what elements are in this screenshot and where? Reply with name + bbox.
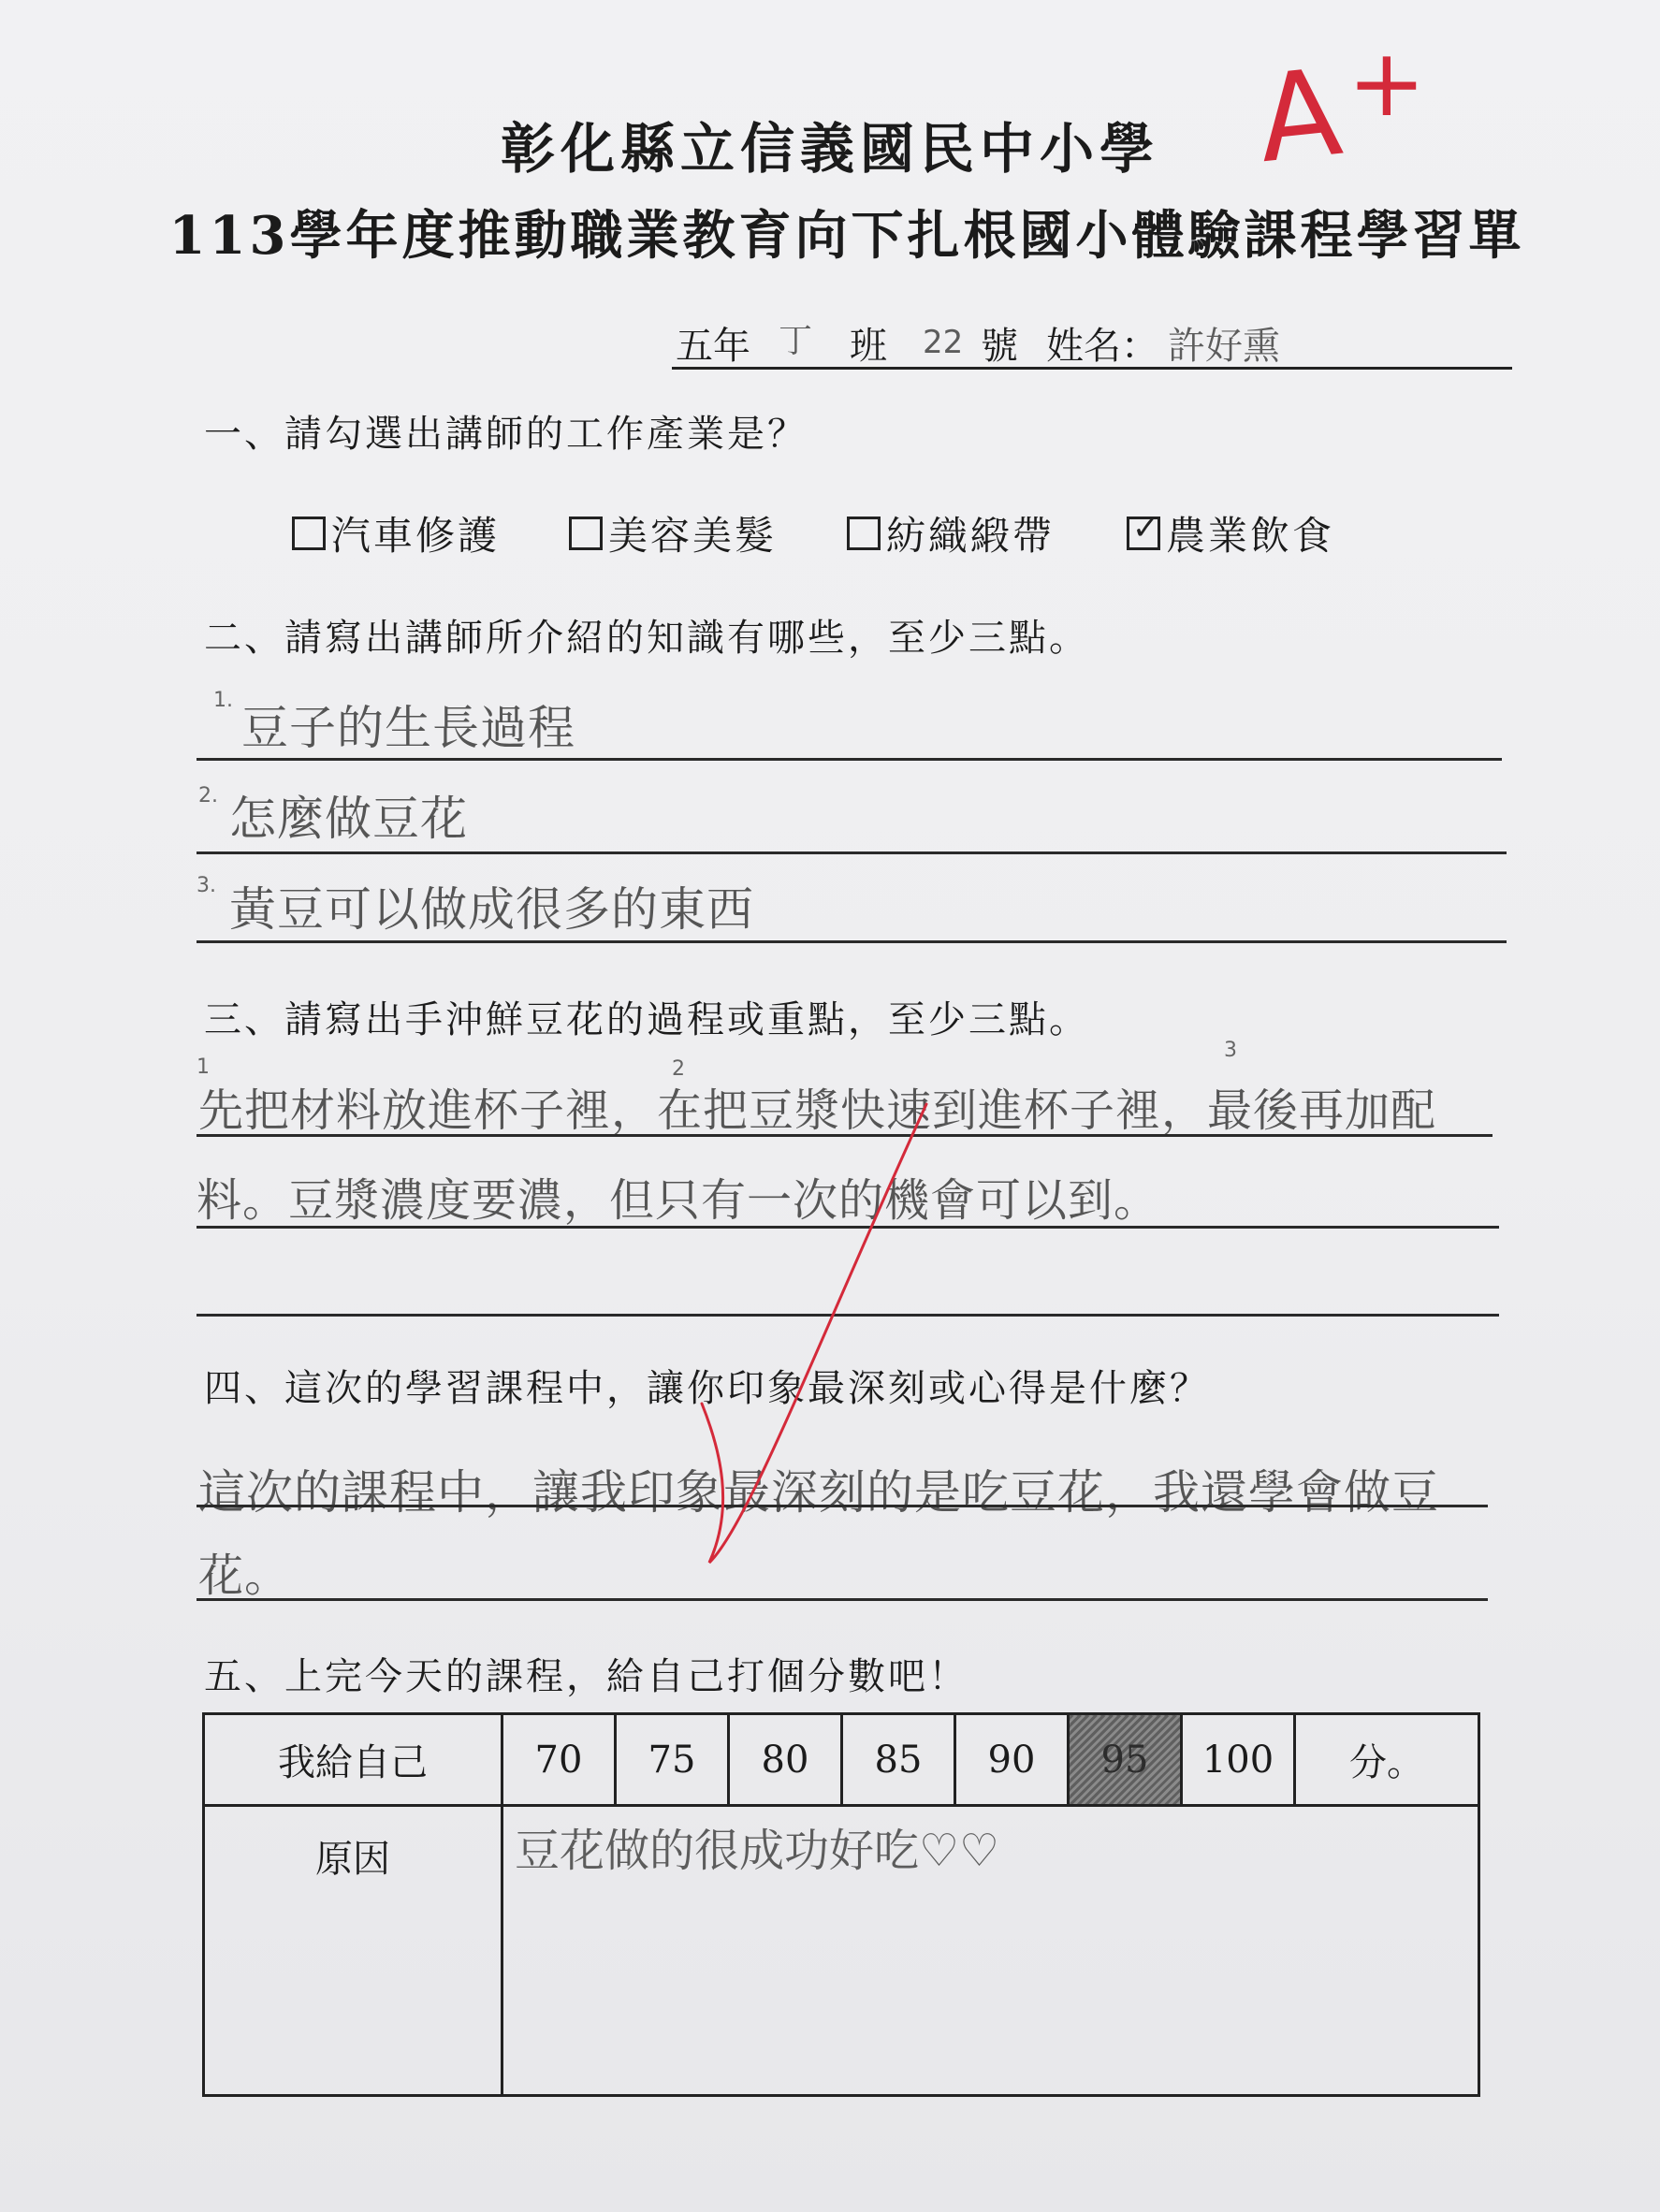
question-5: 五、上完今天的課程，給自己打個分數吧！	[204, 1655, 968, 1698]
q2-answer-1: 豆子的生長過程	[241, 701, 575, 755]
point-number: 1	[197, 1055, 210, 1079]
score-option[interactable]: 90	[955, 1714, 1069, 1806]
option-label: 紡織緞帶	[886, 513, 1056, 559]
answer-number: 1.	[213, 689, 233, 712]
answer-number: 3.	[197, 874, 216, 897]
option-textile[interactable]	[847, 505, 1055, 561]
point-number: 2	[672, 1057, 685, 1081]
option-agriculture[interactable]	[1127, 505, 1334, 561]
score-option-selected[interactable]: 95	[1069, 1714, 1182, 1806]
number-value: 22	[923, 324, 964, 361]
question-3: 三、請寫出手沖鮮豆花的過程或重點，至少三點。	[204, 998, 1089, 1041]
option-label: 農業飲食	[1166, 513, 1335, 559]
q3-answer-line-1: 先把材料放進杯子裡，在把豆漿快速到進杯子裡，最後再加配	[198, 1084, 1437, 1137]
question-1: 一、請勾選出講師的工作產業是？	[204, 413, 808, 456]
checkbox-beauty[interactable]	[569, 517, 603, 550]
q4-answer-line-1: 這次的課程中，讓我印象最深刻的是吃豆花，我還學會做豆	[198, 1465, 1439, 1520]
question-2: 二、請寫出講師所介紹的知識有哪些，至少三點。	[204, 617, 1089, 660]
score-row-label: 我給自己	[204, 1714, 502, 1806]
option-label: 汽車修護	[331, 513, 501, 559]
answer-line	[197, 940, 1507, 943]
option-auto-repair[interactable]	[292, 505, 500, 561]
checkmark-icon: ✓	[1132, 510, 1162, 547]
worksheet-title: 113學年度推動職業教育向下扎根國小體驗課程學習單	[168, 205, 1525, 267]
teacher-check-icon	[692, 1095, 936, 1581]
checkbox-auto-repair[interactable]	[292, 517, 326, 550]
school-name: 彰化縣立信義國民中小學	[500, 117, 1159, 181]
grade-label: 五年	[676, 325, 750, 368]
score-unit: 分。	[1295, 1714, 1479, 1806]
reason-text: 豆花做的很成功好吃♡♡	[515, 1825, 1000, 1877]
self-score-table	[202, 1712, 1480, 2097]
score-option[interactable]: 70	[502, 1714, 616, 1806]
option-beauty[interactable]	[569, 505, 777, 561]
option-label: 美容美髮	[608, 513, 778, 559]
number-label: 號	[981, 325, 1018, 368]
point-number: 3	[1224, 1039, 1237, 1062]
name-label: 姓名：	[1046, 325, 1158, 368]
question-4: 四、這次的學習課程中，讓你印象最深刻或心得是什麼？	[204, 1367, 1210, 1410]
answer-line	[197, 1598, 1488, 1601]
score-option[interactable]: 80	[729, 1714, 842, 1806]
answer-line	[197, 851, 1507, 854]
score-option[interactable]: 85	[842, 1714, 955, 1806]
q2-answer-3: 黃豆可以做成很多的東西	[229, 882, 754, 937]
answer-line	[197, 758, 1502, 761]
score-option[interactable]: 100	[1182, 1714, 1295, 1806]
answer-number: 2.	[198, 784, 218, 808]
class-value: 丁	[779, 322, 813, 360]
q2-answer-2: 怎麼做豆花	[229, 792, 468, 846]
score-option[interactable]: 75	[616, 1714, 729, 1806]
grade-mark: A	[1251, 42, 1348, 191]
checkbox-agriculture[interactable]	[1127, 510, 1162, 550]
checkbox-textile[interactable]	[847, 517, 881, 550]
q3-answer-line-2: 料。豆漿濃度要濃，但只有一次的機會可以到。	[197, 1174, 1160, 1227]
class-label: 班	[850, 325, 887, 368]
grade-plus: +	[1347, 28, 1426, 138]
reason-label: 原因	[204, 1806, 502, 2096]
student-info-line	[672, 314, 1512, 370]
reason-field[interactable]	[502, 1806, 1479, 2096]
name-value: 許好熏	[1168, 325, 1280, 368]
q4-answer-line-2: 花。	[198, 1550, 291, 1602]
